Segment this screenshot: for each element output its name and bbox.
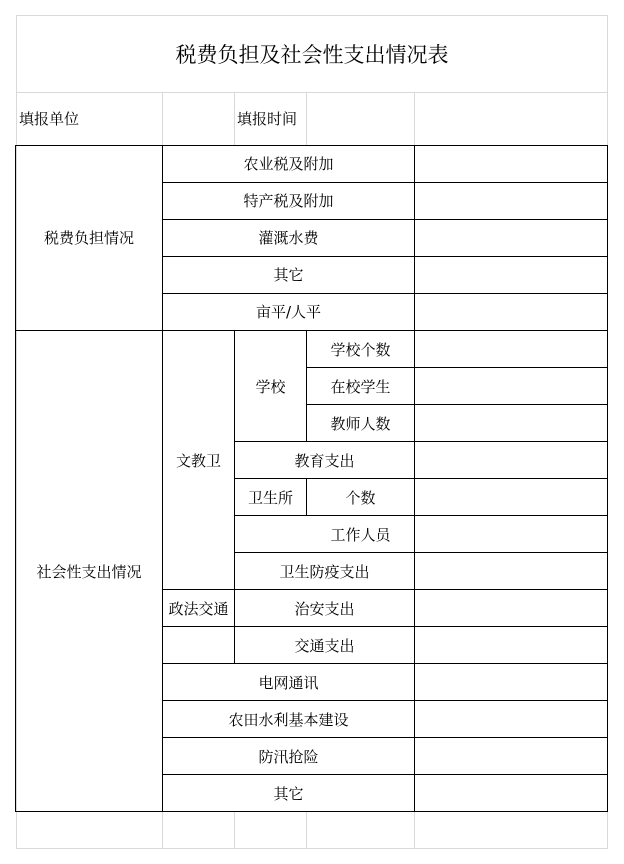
flood-control-label: 防汛抢险 <box>258 748 319 766</box>
tax-section-label: 税费负担情况 <box>43 229 134 247</box>
clinic-count-label: 个数 <box>345 489 376 507</box>
school-count-label: 学校个数 <box>330 341 391 359</box>
tax-item-irrigation: 灌溉水费 <box>258 229 319 247</box>
clinic-staff-label: 工作人员 <box>330 526 391 544</box>
security-expense-label: 治安支出 <box>294 600 355 618</box>
tax-item-other: 其它 <box>273 266 304 284</box>
page-title: 税费负担及社会性支出情况表 <box>175 43 449 67</box>
epidemic-expense-label: 卫生防疫支出 <box>279 563 370 581</box>
fill-unit-label: 填报单位 <box>19 110 80 128</box>
social-section-label: 社会性支出情况 <box>36 563 142 581</box>
students-label: 在校学生 <box>330 378 391 396</box>
teachers-label: 教师人数 <box>330 415 391 433</box>
farmland-water-label: 农田水利基本建设 <box>228 711 349 729</box>
social-other-label: 其它 <box>273 785 304 803</box>
tax-item-agricultural: 农业税及附加 <box>243 155 334 173</box>
value-cell[interactable] <box>415 220 607 256</box>
value-cell[interactable] <box>415 294 607 330</box>
tax-item-per-mu-per-capita: 亩平/人平 <box>255 303 322 321</box>
school-label: 学校 <box>255 378 286 396</box>
clinic-label: 卫生所 <box>247 489 293 507</box>
education-expense-label: 教育支出 <box>294 452 355 470</box>
value-cell[interactable] <box>415 183 607 219</box>
value-cell[interactable] <box>415 146 607 182</box>
tax-item-special-product: 特产税及附加 <box>243 192 334 210</box>
fill-time-label: 填报时间 <box>237 110 298 128</box>
politics-law-traffic-label: 政法交通 <box>168 600 229 618</box>
traffic-expense-label: 交通支出 <box>294 637 355 655</box>
culture-edu-health-label: 文教卫 <box>175 452 221 470</box>
power-telecom-label: 电网通讯 <box>258 674 319 692</box>
value-cell[interactable] <box>415 257 607 293</box>
